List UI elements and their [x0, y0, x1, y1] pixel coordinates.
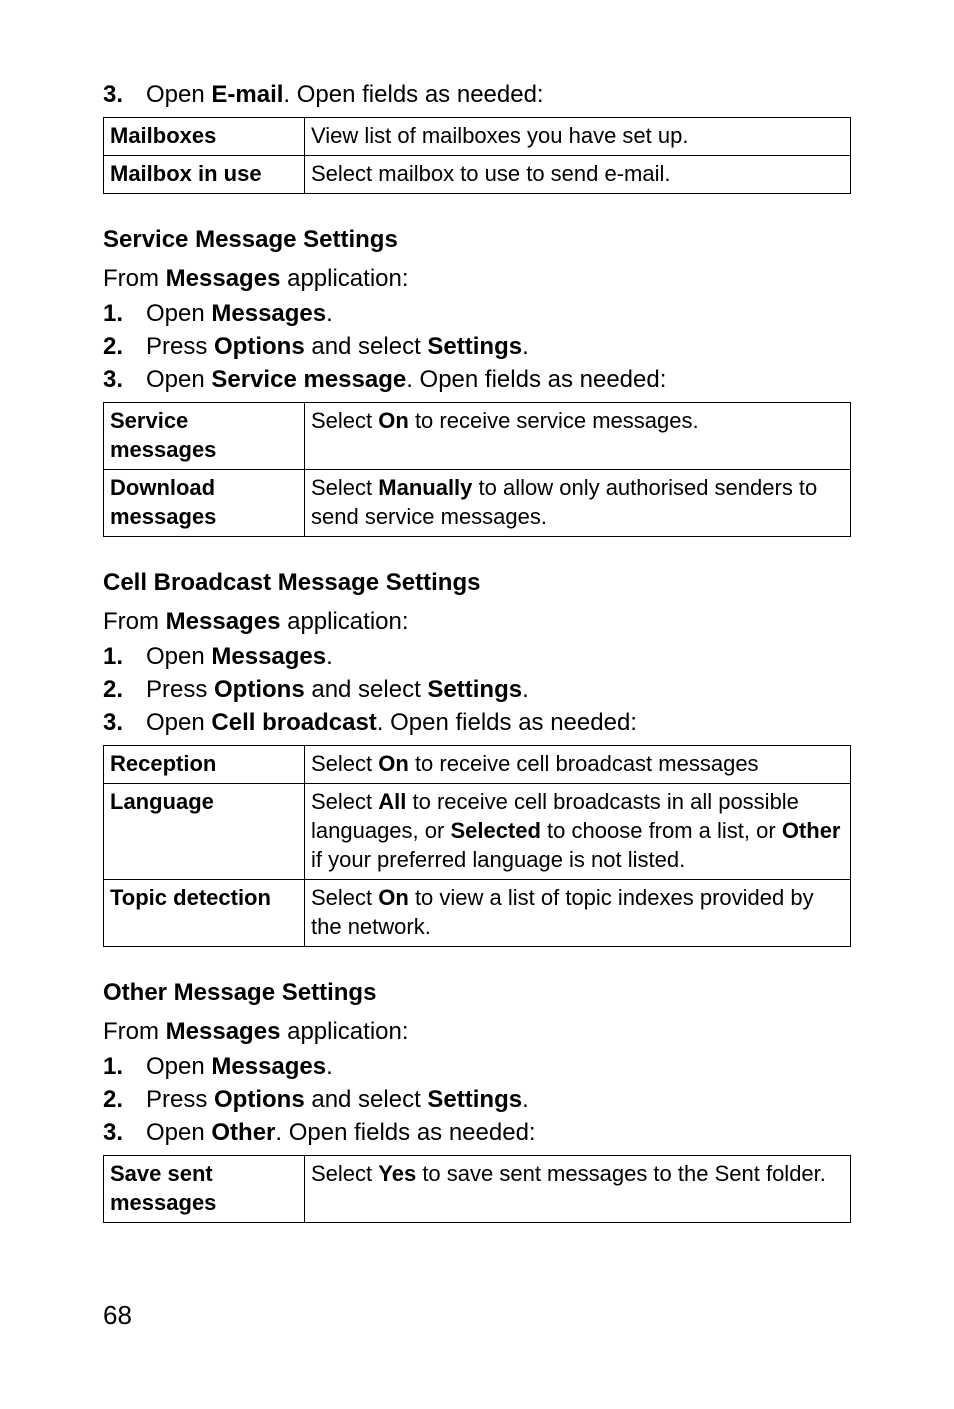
other-fields-table [103, 1155, 851, 1223]
from-line: From Messages application: [103, 608, 409, 635]
field-description: Select On to receive cell broadcast messages [305, 746, 851, 784]
field-description: Select Manually to allow only authorised senders to send service messages. [305, 470, 851, 537]
table-row [104, 470, 851, 537]
field-name: Download messages [104, 470, 305, 537]
table-row [104, 156, 851, 194]
step-text: Open Messages. [146, 643, 333, 670]
table-row [104, 118, 851, 156]
section-heading-other: Other Message Settings [103, 979, 377, 1006]
table-row [104, 880, 851, 947]
step-text: Open Cell broadcast. Open fields as needed: [146, 709, 637, 736]
service-step-3 [103, 363, 851, 396]
field-name: Service messages [104, 403, 305, 470]
email-fields-table [103, 117, 851, 194]
cell-step-1 [103, 640, 851, 673]
step-number: 2. [103, 333, 124, 360]
field-name: Mailboxes [104, 118, 305, 156]
step-text: Open Messages. [146, 1053, 333, 1080]
other-step-3 [103, 1116, 851, 1149]
email-step-3 [103, 78, 851, 111]
field-name: Topic detection [104, 880, 305, 947]
page-number: 68 [103, 1300, 132, 1330]
field-description: Select On to receive service messages. [305, 403, 851, 470]
step-text: Press Options and select Settings. [146, 676, 529, 703]
field-description: Select mailbox to use to send e-mail. [305, 156, 851, 194]
field-name: Mailbox in use [104, 156, 305, 194]
step-number: 1. [103, 1053, 124, 1080]
step-number: 3. [103, 81, 124, 108]
field-description: Select Yes to save sent messages to the Sent folder. [305, 1156, 851, 1223]
step-text: Press Options and select Settings. [146, 1086, 529, 1113]
step-number: 1. [103, 643, 124, 670]
cell-broadcast-fields-table [103, 745, 851, 947]
field-description: Select On to view a list of topic indexes provided by the network. [305, 880, 851, 947]
step-number: 3. [103, 709, 124, 736]
step-text: Open Messages. [146, 300, 333, 327]
table-row [104, 784, 851, 880]
service-step-2 [103, 330, 851, 363]
field-description: Select All to receive cell broadcasts in all possible languages, or Selected to choose from a list, or Other if your preferred language is not listed. [305, 784, 851, 880]
step-number: 2. [103, 676, 124, 703]
step-text: Open E-mail. Open fields as needed: [146, 81, 544, 108]
service-step-1 [103, 297, 851, 330]
section-heading-cell-broadcast: Cell Broadcast Message Settings [103, 569, 481, 596]
step-text: Open Other. Open fields as needed: [146, 1119, 536, 1146]
step-number: 2. [103, 1086, 124, 1113]
step-number: 3. [103, 1119, 124, 1146]
section-heading-service: Service Message Settings [103, 226, 398, 253]
service-fields-table [103, 402, 851, 537]
other-step-1 [103, 1050, 851, 1083]
cell-step-3 [103, 706, 851, 739]
table-row [104, 746, 851, 784]
step-text: Open Service message. Open fields as needed: [146, 366, 667, 393]
other-step-2 [103, 1083, 851, 1116]
field-description: View list of mailboxes you have set up. [305, 118, 851, 156]
page-content [103, 78, 851, 1223]
from-line: From Messages application: [103, 265, 409, 292]
table-row [104, 1156, 851, 1223]
step-number: 1. [103, 300, 124, 327]
from-line: From Messages application: [103, 1018, 409, 1045]
field-name: Language [104, 784, 305, 880]
step-number: 3. [103, 366, 124, 393]
field-name: Reception [104, 746, 305, 784]
table-row [104, 403, 851, 470]
cell-step-2 [103, 673, 851, 706]
field-name: Save sent messages [104, 1156, 305, 1223]
step-text: Press Options and select Settings. [146, 333, 529, 360]
